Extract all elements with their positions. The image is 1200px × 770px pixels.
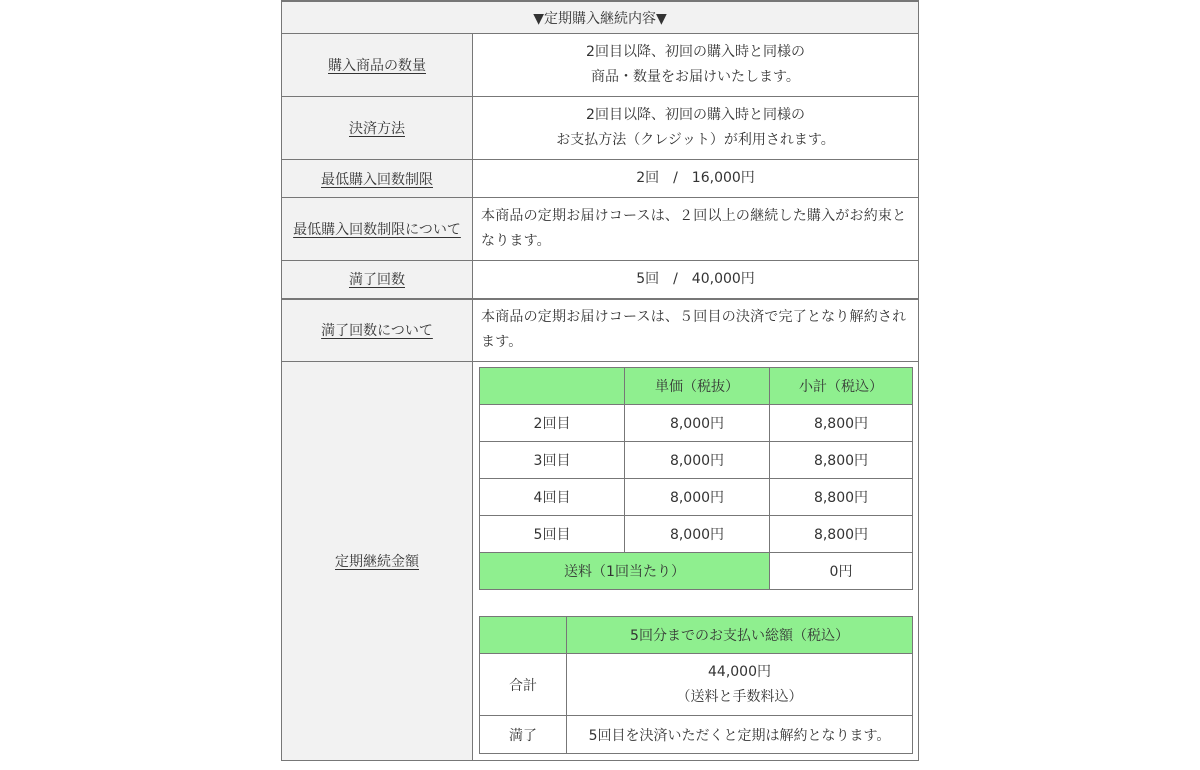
min-limit-about-value: 本商品の定期お届けコースは、２回以上の継続した購入がお約束となります。 — [473, 198, 919, 261]
price-row-unit: 8,000円 — [625, 442, 770, 479]
total-header: 5回分までのお支払い総額（税込） — [567, 617, 913, 654]
price-row-unit: 8,000円 — [625, 405, 770, 442]
shipping-label: 送料（1回当たり） — [480, 553, 770, 590]
price-header-unit: 単価（税抜） — [625, 368, 770, 405]
price-row-unit: 8,000円 — [625, 479, 770, 516]
row-continuation — [282, 362, 919, 761]
row-completion-about — [282, 299, 919, 362]
total-table — [479, 616, 913, 754]
row-quantity — [282, 34, 919, 97]
total-note: （送料と手数料込） — [676, 688, 803, 705]
price-row — [480, 442, 913, 479]
price-row-round: 2回目 — [480, 405, 625, 442]
price-header-subtotal: 小計（税込） — [770, 368, 913, 405]
payment-label: 決済方法 — [349, 121, 405, 137]
price-row — [480, 516, 913, 553]
complete-label: 満了 — [480, 716, 567, 754]
price-header-row — [480, 368, 913, 405]
payment-text-line1: 2回目以降、初回の購入時と同様の — [586, 107, 805, 123]
quantity-text-line1: 2回目以降、初回の購入時と同様の — [586, 44, 805, 60]
shipping-row — [480, 553, 913, 590]
price-row-round: 5回目 — [480, 516, 625, 553]
price-row — [480, 405, 913, 442]
shipping-value: 0円 — [770, 553, 913, 590]
price-row-round: 4回目 — [480, 479, 625, 516]
complete-row — [480, 716, 913, 754]
continuation-label: 定期継続金額 — [335, 554, 419, 570]
price-row-subtotal: 8,800円 — [770, 442, 913, 479]
min-limit-label: 最低購入回数制限 — [321, 171, 433, 188]
row-min-limit — [282, 160, 919, 198]
row-completion — [282, 261, 919, 299]
total-row — [480, 654, 913, 716]
completion-label: 満了回数 — [349, 272, 405, 289]
row-payment — [282, 97, 919, 160]
price-row-subtotal: 8,800円 — [770, 516, 913, 553]
completion-about-value: 本商品の定期お届けコースは、５回目の決済で完了となり解約されます。 — [473, 299, 919, 362]
price-row — [480, 479, 913, 516]
price-row-round: 3回目 — [480, 442, 625, 479]
quantity-label: 購入商品の数量 — [328, 58, 426, 74]
table-title: ▼定期購入継続内容▼ — [282, 1, 919, 34]
min-limit-about-label: 最低購入回数制限について — [293, 222, 461, 238]
subscription-details — [281, 0, 919, 761]
total-value: 44,000円 — [708, 663, 771, 680]
min-limit-value: 2回 / 16,000円 — [473, 160, 919, 198]
total-label: 合計 — [480, 654, 567, 716]
subscription-table — [281, 0, 919, 761]
price-header-empty — [480, 368, 625, 405]
payment-text-line2: お支払方法（クレジット）が利用されます。 — [556, 132, 835, 148]
completion-value: 5回 / 40,000円 — [473, 261, 919, 299]
price-row-subtotal: 8,800円 — [770, 405, 913, 442]
row-min-limit-about — [282, 198, 919, 261]
quantity-text-line2: 商品・数量をお届けいたします。 — [591, 69, 800, 85]
total-header-row — [480, 617, 913, 654]
price-row-subtotal: 8,800円 — [770, 479, 913, 516]
price-table — [479, 367, 913, 590]
complete-value: 5回目を決済いただくと定期は解約となります。 — [567, 716, 913, 754]
price-row-unit: 8,000円 — [625, 516, 770, 553]
total-header-empty — [480, 617, 567, 654]
completion-about-label: 満了回数について — [321, 323, 433, 340]
